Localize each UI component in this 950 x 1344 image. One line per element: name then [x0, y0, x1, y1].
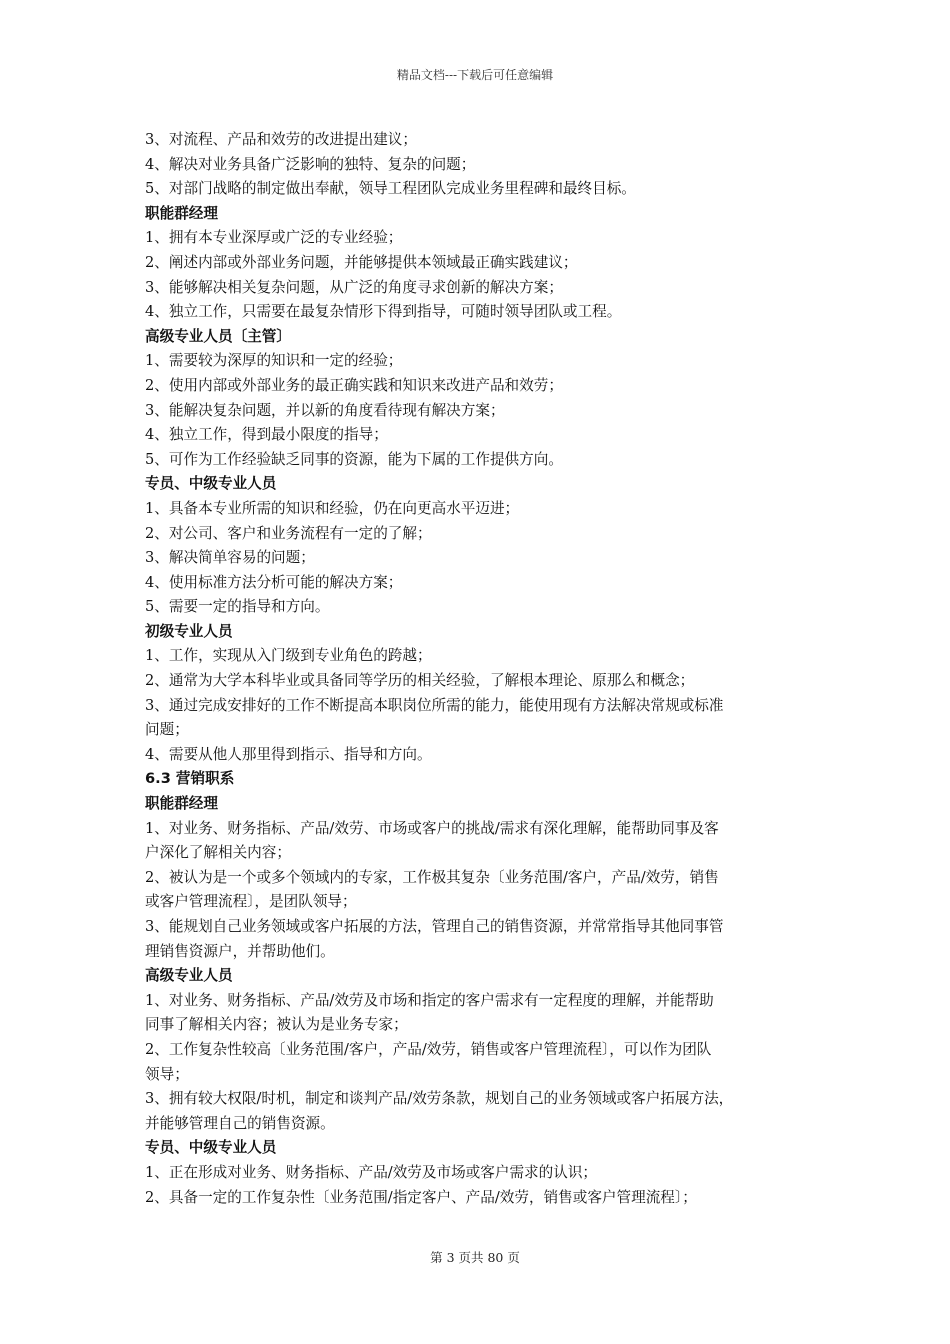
list-item-line: 1、工作，实现从入门级到专业角色的跨越；: [145, 647, 432, 665]
list-item-line: 2、阐述内部或外部业务问题，并能够提供本领域最正确实践建议；: [145, 253, 578, 271]
page-footer: 第 3 页共 80 页: [430, 1250, 520, 1265]
list-item-line: 3、能规划自己业务领域或客户拓展的方法，管理自己的销售资源，并常常指导其他同事管: [145, 918, 724, 935]
section-heading: 初级专业人员: [145, 622, 233, 640]
section-heading: 高级专业人员: [145, 967, 233, 985]
list-item-line: 4、独立工作，得到最小限度的指导；: [145, 426, 388, 444]
section-heading: 职能群经理: [145, 204, 218, 222]
list-item-line: 3、对流程、产品和效劳的改进提出建议；: [145, 131, 417, 148]
list-item-line: 5、可作为工作经验缺乏同事的资源，能为下属的工作提供方向。: [145, 450, 563, 468]
list-item-line: 2、具备一定的工作复杂性〔业务范围/指定客户、产品/效劳，销售或客户管理流程〕；: [145, 1188, 697, 1206]
page-header: 精品文档---下载后可任意编辑: [396, 68, 554, 82]
list-item-line: 4、解决对业务具备广泛影响的独特、复杂的问题；: [145, 155, 476, 173]
list-item-line: 理销售资源户，并帮助他们。: [145, 942, 335, 960]
list-item-line: 5、需要一定的指导和方向。: [145, 598, 330, 616]
list-item-line: 2、对公司、客户和业务流程有一定的了解；: [145, 524, 432, 542]
document-body: [145, 128, 813, 1210]
list-item-line: 2、使用内部或外部业务的最正确实践和知识来改进产品和效劳；: [145, 376, 563, 394]
list-item-line: 4、独立工作，只需要在最复杂情形下得到指导，可随时领导团队或工程。: [145, 303, 622, 321]
list-item-line: 3、能解决复杂问题，并以新的角度看待现有解决方案；: [145, 401, 505, 419]
section-heading: 高级专业人员〔主管〕: [145, 327, 291, 345]
list-item-line: 1、正在形成对业务、财务指标、产品/效劳及市场或客户需求的认识；: [145, 1163, 598, 1181]
list-item-line: 1、拥有本专业深厚或广泛的专业经验；: [145, 229, 403, 247]
list-item-line: 4、需要从他人那里得到指示、指导和方向。: [145, 745, 432, 763]
section-heading: 专员、中级专业人员: [145, 1139, 277, 1157]
section-heading: 专员、中级专业人员: [145, 475, 277, 493]
list-item-line: 1、对业务、财务指标、产品/效劳及市场和指定的客户需求有一定程度的理解，并能帮助: [145, 991, 714, 1009]
section-heading: 职能群经理: [145, 795, 218, 813]
list-item-line: 5、对部门战略的制定做出奉献，领导工程团队完成业务里程碑和最终目标。: [145, 180, 636, 198]
list-item-line: 2、通常为大学本科毕业或具备同等学历的相关经验，了解根本理论、原那么和概念；: [145, 672, 695, 690]
list-item-line: 1、具备本专业所需的知识和经验，仍在向更高水平迈进；: [145, 499, 520, 517]
list-item-line: 1、需要较为深厚的知识和一定的经验；: [145, 352, 403, 370]
list-item-line: 同事了解相关内容；被认为是业务专家；: [145, 1016, 408, 1034]
list-item-line: 3、拥有较大权限/时机，制定和谈判产品/效劳条款，规划自己的业务领域或客户拓展方法，: [145, 1090, 734, 1108]
list-item-line: 3、解决简单容易的问题；: [145, 549, 315, 567]
list-item-line: 3、能够解决相关复杂问题，从广泛的角度寻求创新的解决方案；: [145, 278, 563, 296]
list-item-line: 或客户管理流程〕，是团队领导；: [145, 893, 357, 911]
list-item-line: 3、通过完成安排好的工作不断提高本职岗位所需的能力，能使用现有方法解决常规或标准: [145, 696, 724, 714]
list-item-line: 户深化了解相关内容；: [145, 844, 291, 862]
list-item-line: 2、被认为是一个或多个领域内的专家，工作极其复杂〔业务范围/客户，产品/效劳，销售: [145, 868, 719, 886]
list-item-line: 2、工作复杂性较高〔业务范围/客户，产品/效劳，销售或客户管理流程〕，可以作为团队: [145, 1040, 712, 1058]
list-item-line: 1、对业务、财务指标、产品/效劳、市场或客户的挑战/需求有深化理解，能帮助同事及客: [145, 819, 719, 837]
list-item-line: 领导；: [145, 1065, 189, 1083]
section-heading: 6.3 营销职系: [145, 770, 235, 788]
list-item-line: 问题；: [145, 721, 189, 739]
list-item-line: 并能够管理自己的销售资源。: [145, 1114, 335, 1132]
list-item-line: 4、使用标准方法分析可能的解决方案；: [145, 573, 403, 591]
